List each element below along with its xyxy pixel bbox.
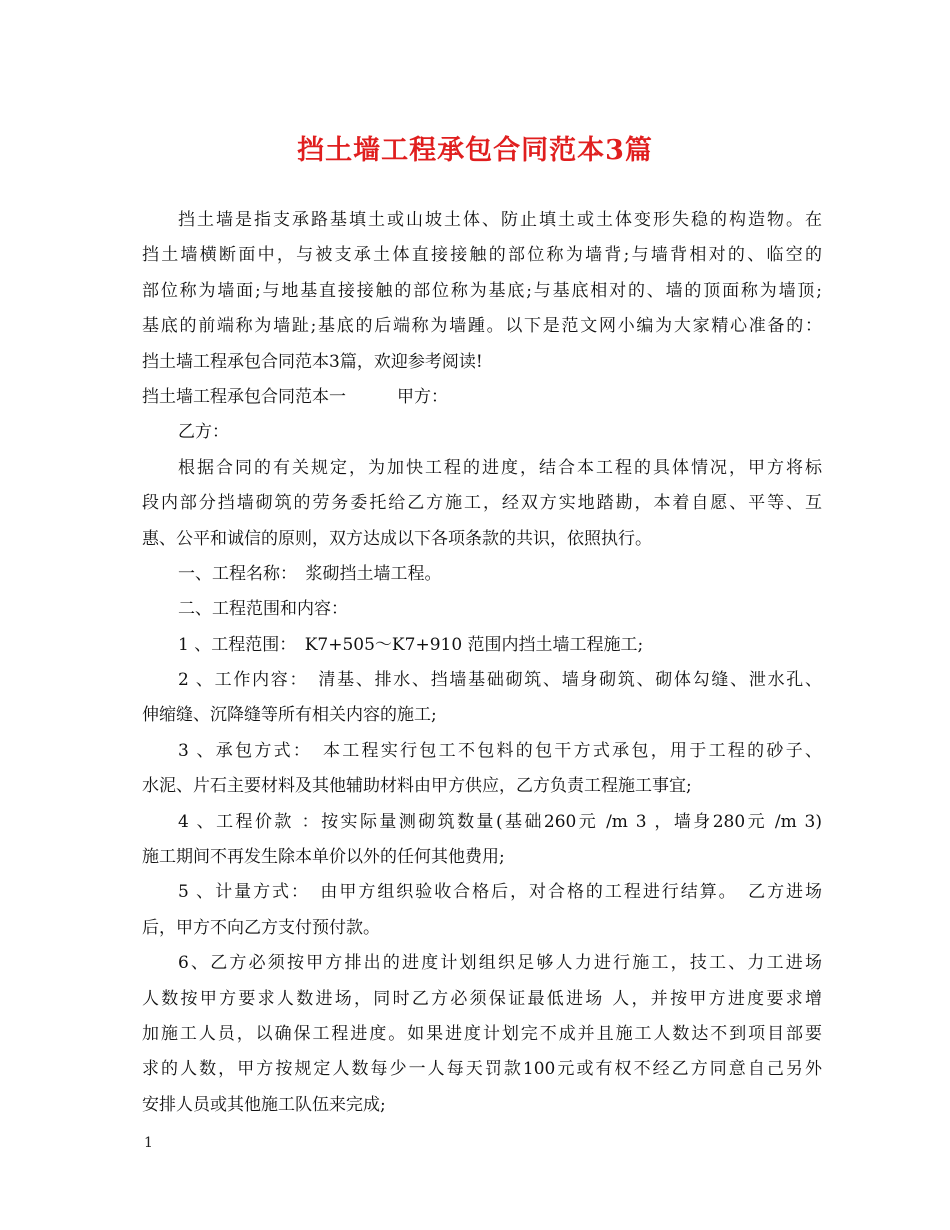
text-line: 段内部分挡墙砌筑的劳务委托给乙方施工，经双方实地踏勘，本着自愿、平等、互	[142, 493, 822, 514]
text-line: 安排人员或其他施工队伍来完成;	[142, 1094, 386, 1115]
text-line: 3 、承包方式： 本工程实行包工不包料的包干方式承包，用于工程的砂子、	[178, 740, 822, 761]
text-line: 一、工程名称： 浆砌挡土墙工程。	[178, 563, 442, 584]
document-body	[142, 203, 822, 1123]
text-line: 1 、工程范围： K7+505～K7+910 范围内挡土墙工程施工;	[178, 634, 644, 655]
text-line: 后，甲方不向乙方支付预付款。	[142, 917, 380, 938]
text-line: 部位称为墙面;与地基直接接触的部位称为基底;与基底相对的、墙的顶面称为墙顶;	[142, 280, 822, 301]
text-line: 6、乙方必须按甲方排出的进度计划组织足够人力进行施工，技工、力工进场	[178, 953, 822, 974]
text-line: 二、工程范围和内容：	[178, 599, 348, 620]
text-line: 挡土墙是指支承路基填土或山坡土体、防止填土或土体变形失稳的构造物。在	[178, 210, 822, 230]
text-line: 水泥、片石主要材料及其他辅助材料由甲方供应，乙方负责工程施工事宜;	[142, 776, 692, 797]
text-line: 人数按甲方要求人数进场，同时乙方必须保证最低进场 人，并按甲方进度要求增	[142, 988, 822, 1009]
text-line: 加施工人员，以确保工程进度。如果进度计划完不成并且施工人数达不到项目部要	[142, 1023, 822, 1044]
text-line: 4 、工程价款 ：按实际量测砌筑数量(基础260元 /m 3 ，墙身280元 /m 3)	[178, 811, 822, 832]
text-line: 惠、公平和诚信的原则，双方达成以下各项条款的共识，依照执行。	[142, 528, 652, 549]
text-line: 求的人数，甲方按规定人数每少一人每天罚款100元或有权不经乙方同意自己另外	[142, 1059, 822, 1080]
text-line: 基底的前端称为墙趾;基底的后端称为墙踵。以下是范文网小编为大家精心准备的：	[142, 316, 822, 337]
page-number: 1	[144, 1135, 153, 1151]
text-line: 2 、工作内容： 清基、排水、挡墙基础砌筑、墙身砌筑、砌体勾缝、泄水孔、	[178, 670, 822, 691]
text-line: 5 、计量方式： 由甲方组织验收合格后，对合格的工程进行结算。 乙方进场	[178, 882, 822, 903]
text-line: 乙方：	[178, 422, 229, 443]
text-line: 挡土墙工程承包合同范本一 甲方：	[142, 386, 448, 407]
page-title: 挡土墙工程承包合同范本3篇	[297, 135, 653, 166]
text-line: 挡土墙工程承包合同范本3篇，欢迎参考阅读!	[142, 351, 483, 372]
text-line: 伸缩缝、沉降缝等所有相关内容的施工;	[142, 705, 437, 726]
text-line: 根据合同的有关规定，为加快工程的进度，结合本工程的具体情况，甲方将标	[178, 457, 822, 478]
text-line: 施工期间不再发生除本单价以外的任何其他费用;	[142, 847, 505, 868]
text-line: 挡土墙横断面中，与被支承土体直接接触的部位称为墙背;与墙背相对的、临空的	[142, 245, 822, 266]
